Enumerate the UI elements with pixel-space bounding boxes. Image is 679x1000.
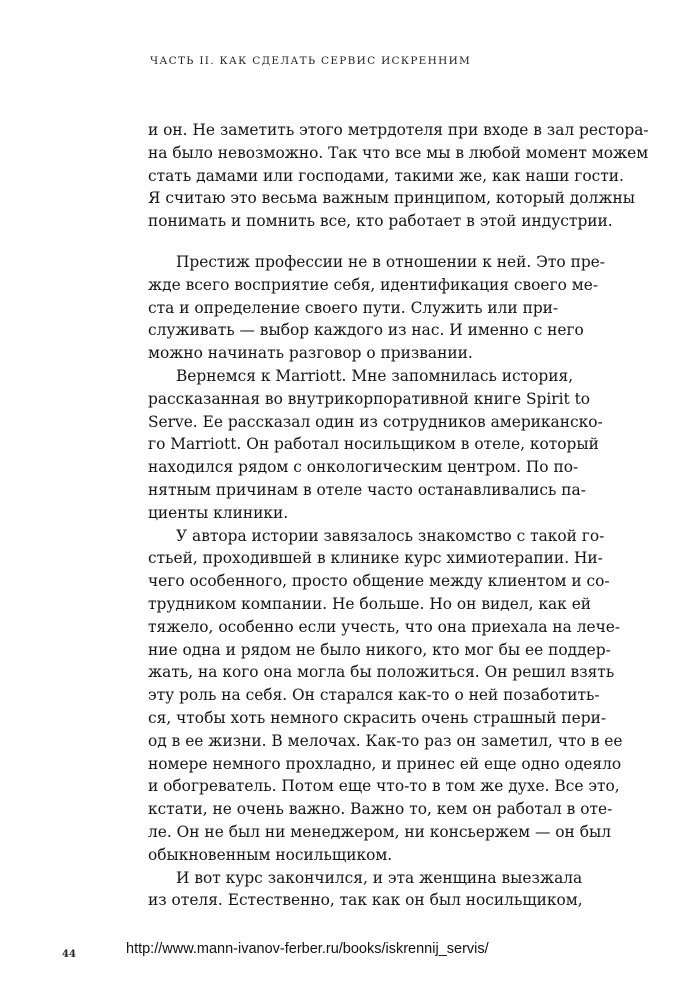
text-line: рассказанная во внутрикорпоративной книге Spirit to	[148, 389, 591, 408]
text-line: тяжело, особенно если учесть, что она приехала на лече-	[148, 617, 621, 636]
text-line: од в ее жизни. В мелочах. Как-то раз он заметил, что в ее	[148, 731, 623, 750]
text-line: И вот курс закончился, и эта женщина выезжала	[176, 868, 583, 887]
text-line: номере немного прохладно, и принес ей еще одно одеяло	[148, 754, 622, 773]
text-line: и обогреватель. Потом еще что-то в том же духе. Все это,	[148, 777, 620, 796]
text-line: эту роль на себя. Он старался как-то о ней позаботить-	[148, 686, 600, 705]
text-line: кстати, не очень важно. Важно то, кем он работал в оте-	[148, 800, 613, 819]
text-line: го Marriott. Он работал носильщиком в отеле, который	[148, 435, 599, 454]
text-line: трудником компании. Не больше. Но он видел, как ей	[148, 594, 592, 613]
footer-url-link[interactable]: http://www.mann-ivanov-ferber.ru/books/iskrennij_servis/	[126, 941, 489, 957]
text-line: понимать и помнить все, кто работает в этой индустрии.	[148, 212, 613, 231]
text-line: можно начинать разговор о призвании.	[148, 344, 473, 363]
text-line: жде всего восприятие себя, идентификация своего ме-	[148, 275, 599, 294]
text-line: Вернемся к Marriott. Мне запомнилась история,	[176, 366, 574, 385]
text-line: Serve. Ее рассказал один из сотрудников американско-	[148, 412, 603, 431]
text-line: У автора истории завязалось знакомство с такой го-	[176, 526, 605, 545]
text-line: находился рядом с онкологическим центром. По по-	[148, 458, 579, 477]
text-block-1	[148, 119, 649, 233]
text-line: ста и определение своего пути. Служить или при-	[148, 298, 559, 317]
text-line: циенты клиники.	[148, 503, 289, 522]
text-line: ся, чтобы хоть немного скрасить очень страшный пери-	[148, 708, 607, 727]
text-line: служивать — выбор каждого из нас. И именно с него	[148, 321, 584, 340]
text-line: жать, на кого она могла бы положиться. Он решил взять	[148, 663, 615, 682]
text-line: Я считаю это весьма важным принципом, который должны	[148, 189, 635, 208]
text-line: стать дамами или господами, такими же, как наши гости.	[148, 166, 624, 185]
text-line: чего особенного, просто общение между клиентом и со-	[148, 572, 610, 591]
text-line: и он. Не заметить этого метрдотеля при входе в зал рестора-	[148, 121, 649, 139]
text-line: обыкновенным носильщиком.	[148, 845, 393, 864]
running-header: ЧАСТЬ II. КАК СДЕЛАТЬ СЕРВИС ИСКРЕННИМ	[150, 55, 472, 67]
page-number: 44	[62, 949, 76, 960]
text-line: из отеля. Естественно, так как он был носильщиком,	[148, 891, 583, 910]
text-line: ние одна и рядом не было никого, кто мог бы ее поддер-	[148, 640, 611, 659]
text-block-2	[148, 251, 623, 912]
text-line: стьей, проходившей в клинике курс химиотерапии. Ни-	[148, 549, 603, 568]
text-line: на было невозможно. Так что все мы в любой момент можем	[148, 143, 649, 162]
text-line: ле. Он не был ни менеджером, ни консьержем — он был	[148, 822, 611, 841]
text-line: Престиж профессии не в отношении к ней. Это пре-	[176, 253, 605, 271]
text-line: нятным причинам в отеле часто останавливались па-	[148, 480, 586, 499]
